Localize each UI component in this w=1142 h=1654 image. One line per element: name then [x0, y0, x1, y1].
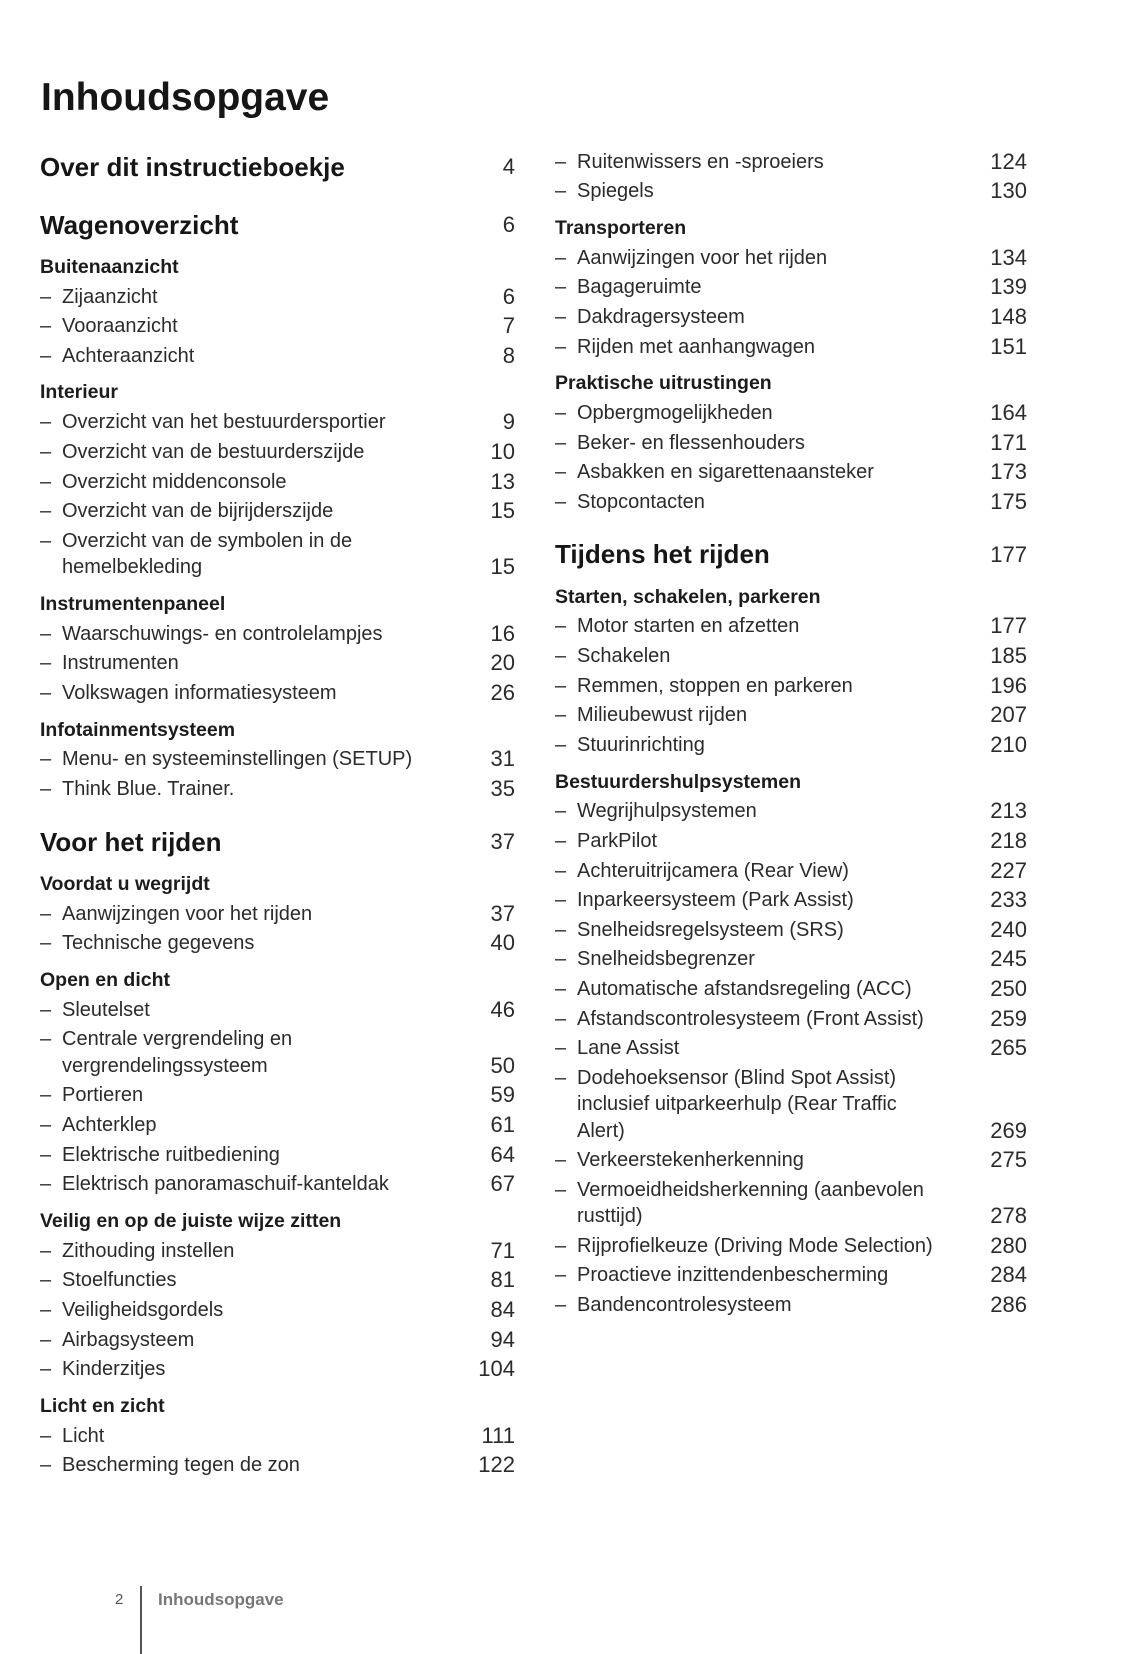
toc-page-number: 6: [502, 211, 515, 237]
toc-entry-title: Veilig en op de juiste wijze zitten: [40, 1209, 342, 1232]
toc-page-number: 9: [502, 409, 515, 435]
toc-entry[interactable]: [555, 701, 1027, 731]
toc-page-number: 67: [490, 1171, 515, 1197]
toc-page-number: 278: [990, 1203, 1027, 1229]
toc-entry-title: – ParkPilot: [555, 828, 657, 854]
toc-page-number: 37: [490, 900, 515, 926]
toc-entry[interactable]: [555, 1231, 1027, 1261]
toc-page-number: 16: [490, 620, 515, 646]
toc-entry-title: – Afstandscontrolesysteem (Front Assist): [555, 1006, 924, 1032]
toc-entry-title: – Overzicht van de bestuurderszijde: [40, 439, 364, 465]
toc-section-heading: [40, 378, 515, 408]
toc-entry-title: – Motor starten en afzetten: [555, 613, 799, 639]
toc-entry-title: – Ruitenwissers en -sproeiers: [555, 149, 824, 175]
toc-page-number: 31: [490, 746, 515, 772]
toc-page-number: 245: [990, 946, 1027, 972]
toc-entry-title: – Overzicht van de symbolen in de hemelbekleding: [40, 528, 352, 581]
toc-entry[interactable]: [555, 612, 1027, 642]
toc-entry-title: – Aanwijzingen voor het rijden: [555, 245, 827, 271]
toc-entry-title: – Asbakken en sigarettenaansteker: [555, 459, 874, 485]
toc-entry-title: Licht en zicht: [40, 1394, 165, 1417]
toc-page-number: 233: [990, 887, 1027, 913]
toc-page-number: 185: [990, 643, 1027, 669]
toc-entry-title: – Lane Assist: [555, 1035, 679, 1061]
toc-entry-title: – Airbagsysteem: [40, 1327, 194, 1353]
toc-page-number: 269: [990, 1117, 1027, 1143]
toc-entry[interactable]: [40, 1295, 515, 1325]
toc-section-heading: [40, 715, 515, 745]
toc-entry[interactable]: [40, 619, 515, 649]
toc-page-number: 130: [990, 178, 1027, 204]
toc-entry[interactable]: [40, 1325, 515, 1355]
toc-entry[interactable]: [40, 1355, 515, 1385]
toc-entry-title: Buitenaanzicht: [40, 255, 179, 278]
toc-entry-title: – Snelheidsregelsysteem (SRS): [555, 917, 844, 943]
toc-entry-title: – Vermoeidheidsherkenning (aanbevolen rusttijd): [555, 1177, 924, 1230]
toc-page-number: 275: [990, 1147, 1027, 1173]
toc-entry-title: – Achterklep: [40, 1112, 157, 1138]
toc-page-number: 15: [490, 498, 515, 524]
toc-entry-title: – Elektrisch panoramaschuif-kanteldak: [40, 1171, 389, 1197]
toc-page-number: 50: [490, 1052, 515, 1078]
toc-entry-title: – Overzicht middenconsole: [40, 469, 287, 495]
toc-entry-title: Transporteren: [555, 216, 687, 239]
toc-page-number: 218: [990, 828, 1027, 854]
toc-entry-title: – Zithouding instellen: [40, 1238, 234, 1264]
toc-entry-title: – Inparkeersysteem (Park Assist): [555, 887, 854, 913]
toc-entry[interactable]: [40, 1110, 515, 1140]
toc-column-left: [40, 147, 515, 1480]
toc-entry-title: – Dakdragersysteem: [555, 304, 745, 330]
toc-section-heading: [40, 252, 515, 282]
toc-entry[interactable]: [40, 467, 515, 497]
toc-entry-title: Praktische uitrustingen: [555, 372, 772, 395]
toc-entry[interactable]: [555, 332, 1027, 362]
toc-entry-title: – Opbergmogelijkheden: [555, 400, 773, 426]
toc-entry[interactable]: [40, 1421, 515, 1451]
toc-entry[interactable]: [40, 1236, 515, 1266]
toc-entry[interactable]: [40, 649, 515, 679]
toc-entry-title: Voordat u wegrijdt: [40, 872, 210, 895]
toc-entry-title: – Wegrijhulpsystemen: [555, 798, 757, 824]
toc-page-number: 139: [990, 274, 1027, 300]
toc-page-number: 6: [502, 283, 515, 309]
toc-entry-title: – Overzicht van de bijrijderszijde: [40, 498, 333, 524]
toc-entry[interactable]: [40, 282, 515, 312]
toc-page-number: 13: [490, 468, 515, 494]
toc-entry-title: – Elektrische ruitbediening: [40, 1142, 280, 1168]
toc-entry-title: – Schakelen: [555, 643, 670, 669]
toc-entry[interactable]: [555, 826, 1027, 856]
toc-entry-title: – Veiligheidsgordels: [40, 1297, 223, 1323]
toc-chapter[interactable]: [40, 147, 515, 187]
toc-entry-title: – Bescherming tegen de zon: [40, 1452, 300, 1478]
toc-page-number: 59: [490, 1082, 515, 1108]
toc-entry-title: Bestuurdershulpsystemen: [555, 770, 801, 793]
toc-entry[interactable]: [555, 487, 1027, 517]
toc-entry-title: – Volkswagen informatiesysteem: [40, 680, 337, 706]
toc-entry[interactable]: [555, 1063, 1027, 1145]
toc-entry[interactable]: [40, 995, 515, 1025]
toc-page-number: 284: [990, 1262, 1027, 1288]
toc-entry-title: Wagenoverzicht: [40, 209, 239, 240]
toc-entry-title: Starten, schakelen, parkeren: [555, 585, 821, 608]
toc-entry-title: Over dit instructieboekje: [40, 151, 345, 182]
toc-entry-title: – Achteruitrijcamera (Rear View): [555, 858, 849, 884]
toc-entry-title: – Waarschuwings- en controlelampjes: [40, 621, 383, 647]
toc-section-heading: [40, 590, 515, 620]
toc-page-number: 164: [990, 400, 1027, 426]
toc-entry-title: – Remmen, stoppen en parkeren: [555, 673, 853, 699]
toc-page-number: 173: [990, 459, 1027, 485]
toc-entry-title: – Sleutelset: [40, 997, 150, 1023]
toc-entry[interactable]: [40, 437, 515, 467]
toc-chapter[interactable]: [40, 205, 515, 245]
toc-entry-title: – Aanwijzingen voor het rijden: [40, 901, 312, 927]
toc-entry[interactable]: [555, 797, 1027, 827]
toc-page-number: 71: [490, 1237, 515, 1263]
toc-entry-title: – Rijprofielkeuze (Driving Mode Selection): [555, 1233, 933, 1259]
toc-page-number: 26: [490, 679, 515, 705]
toc-page-number: 286: [990, 1291, 1027, 1317]
toc-entry[interactable]: [40, 341, 515, 371]
toc-entry-title: – Stuurinrichting: [555, 732, 705, 758]
toc-entry[interactable]: [555, 886, 1027, 916]
toc-page-number: 94: [490, 1326, 515, 1352]
toc-entry[interactable]: [555, 641, 1027, 671]
toc-section-heading: [40, 1392, 515, 1422]
toc-entry[interactable]: [555, 1261, 1027, 1291]
toc-entry[interactable]: [40, 678, 515, 708]
toc-section-heading: [555, 214, 1027, 244]
toc-entry-title: – Snelheidsbegrenzer: [555, 946, 755, 972]
toc-page-number: 15: [490, 554, 515, 580]
toc-page-number: 259: [990, 1005, 1027, 1031]
toc-section-heading: [40, 966, 515, 996]
toc-entry[interactable]: [40, 1170, 515, 1200]
toc-page-number: 111: [481, 1422, 515, 1448]
toc-entry[interactable]: [40, 899, 515, 929]
toc-entry-title: – Bagageruimte: [555, 274, 702, 300]
toc-entry-title: – Milieubewust rijden: [555, 702, 747, 728]
toc-page-number: 35: [490, 776, 515, 802]
toc-entry[interactable]: [40, 1266, 515, 1296]
toc-page-number: 177: [990, 541, 1027, 567]
toc-entry[interactable]: [40, 526, 515, 582]
toc-page-number: 81: [490, 1267, 515, 1293]
toc-entry-title: – Zijaanzicht: [40, 284, 158, 310]
toc-entry-title: – Rijden met aanhangwagen: [555, 334, 815, 360]
toc-section-heading: [555, 767, 1027, 797]
toc-page-number: 240: [990, 916, 1027, 942]
toc-entry-title: – Technische gegevens: [40, 930, 254, 956]
toc-entry[interactable]: [40, 497, 515, 527]
toc-entry[interactable]: [40, 929, 515, 959]
toc-page-number: 213: [990, 798, 1027, 824]
toc-page-number: 8: [502, 342, 515, 368]
toc-page-number: 280: [990, 1232, 1027, 1258]
toc-entry-title: – Automatische afstandsregeling (ACC): [555, 976, 912, 1002]
toc-page-number: 177: [990, 613, 1027, 639]
toc-entry-title: Tijdens het rijden: [555, 539, 770, 570]
toc-page-number: 196: [990, 672, 1027, 698]
toc-entry-title: Voor het rijden: [40, 826, 222, 857]
toc-page-number: 227: [990, 857, 1027, 883]
toc-entry[interactable]: [555, 856, 1027, 886]
toc-entry-title: – Stoelfuncties: [40, 1267, 177, 1293]
toc-section-heading: [555, 582, 1027, 612]
toc-entry[interactable]: [555, 915, 1027, 945]
toc-page-number: 10: [490, 438, 515, 464]
toc-entry-title: – Kinderzitjes: [40, 1356, 165, 1382]
toc-entry[interactable]: [555, 458, 1027, 488]
toc-entry[interactable]: [555, 243, 1027, 273]
toc-entry-title: – Achteraanzicht: [40, 343, 194, 369]
toc-entry[interactable]: [555, 671, 1027, 701]
toc-page-number: 7: [502, 313, 515, 339]
toc-entry-title: – Dodehoeksensor (Blind Spot Assist) inclusief uitparkeerhulp (Rear Traffic Alert): [555, 1065, 897, 1144]
toc-page-number: 37: [490, 828, 515, 854]
toc-entry[interactable]: [555, 1146, 1027, 1176]
toc-entry[interactable]: [555, 974, 1027, 1004]
toc-entry[interactable]: [40, 408, 515, 438]
toc-page-number: 104: [478, 1356, 515, 1382]
toc-entry[interactable]: [40, 1451, 515, 1481]
toc-entry[interactable]: [40, 1140, 515, 1170]
toc-entry-title: – Menu- en systeeminstellingen (SETUP): [40, 746, 412, 772]
toc-entry[interactable]: [555, 730, 1027, 760]
toc-entry[interactable]: [555, 1290, 1027, 1320]
toc-entry[interactable]: [40, 1081, 515, 1111]
toc-entry[interactable]: [555, 147, 1027, 177]
toc-entry-title: – Bandencontrolesysteem: [555, 1292, 792, 1318]
toc-entry-title: – Spiegels: [555, 178, 654, 204]
toc-column-right: [555, 147, 1027, 1320]
toc-entry[interactable]: [40, 745, 515, 775]
toc-page-number: 84: [490, 1296, 515, 1322]
toc-entry-title: – Vooraanzicht: [40, 313, 178, 339]
footer-section-label: Inhoudsopgave: [158, 1590, 284, 1609]
footer-divider: [140, 1586, 142, 1654]
toc-entry-title: – Portieren: [40, 1082, 143, 1108]
toc-entry-title: – Licht: [40, 1423, 104, 1449]
toc-entry[interactable]: [555, 945, 1027, 975]
toc-page-number: 148: [990, 303, 1027, 329]
toc-page-number: 64: [490, 1141, 515, 1167]
toc-entry-title: – Centrale vergrendeling en vergrendelingssysteem: [40, 1026, 292, 1079]
toc-entry[interactable]: [555, 399, 1027, 429]
toc-entry-title: Open en dicht: [40, 968, 171, 991]
toc-entry[interactable]: [40, 312, 515, 342]
toc-page-number: 265: [990, 1035, 1027, 1061]
page-number: 2: [115, 1591, 124, 1608]
toc-page-number: 171: [990, 429, 1027, 455]
toc-entry-title: – Beker- en flessenhouders: [555, 430, 805, 456]
page-title: Inhoudsopgave: [41, 76, 330, 119]
toc-entry[interactable]: [555, 1175, 1027, 1231]
toc-entry-title: – Instrumenten: [40, 650, 179, 676]
toc-page-number: 250: [990, 976, 1027, 1001]
toc-entry-title: – Verkeerstekenherkenning: [555, 1147, 804, 1173]
toc-entry[interactable]: [555, 273, 1027, 303]
toc-entry[interactable]: [555, 177, 1027, 207]
toc-entry-title: – Overzicht van het bestuurdersportier: [40, 409, 386, 435]
toc-entry-title: – Proactieve inzittendenbescherming: [555, 1262, 888, 1288]
toc-section-heading: [40, 1207, 515, 1237]
toc-entry-title: – Stopcontacten: [555, 489, 705, 515]
toc-chapter[interactable]: [555, 535, 1027, 575]
toc-page-number: 20: [490, 650, 515, 676]
toc-page-number: 210: [990, 731, 1027, 757]
toc-entry[interactable]: [555, 428, 1027, 458]
toc-entry[interactable]: [40, 1025, 515, 1081]
toc-page-number: 4: [502, 153, 515, 179]
toc-page-number: 175: [990, 488, 1027, 514]
toc-entry-title: Infotainmentsysteem: [40, 718, 236, 741]
toc-section-heading: [555, 369, 1027, 399]
toc-entry-title: Interieur: [40, 381, 119, 404]
toc-page-number: 207: [990, 702, 1027, 728]
toc-chapter[interactable]: [40, 822, 515, 862]
toc-entry[interactable]: [555, 1004, 1027, 1034]
toc-page-number: 122: [478, 1452, 515, 1478]
toc-entry-title: Instrumentenpaneel: [40, 592, 226, 615]
toc-section-heading: [40, 869, 515, 899]
toc-page-number: 124: [990, 148, 1027, 174]
toc-page-number: 61: [490, 1112, 515, 1137]
toc-page-number: 46: [490, 996, 515, 1022]
toc-page-number: 134: [990, 244, 1027, 270]
toc-entry-title: – Think Blue. Trainer.: [40, 776, 234, 802]
toc-page-number: 151: [990, 333, 1027, 359]
toc-entry[interactable]: [555, 302, 1027, 332]
toc-entry[interactable]: [40, 774, 515, 804]
toc-page-number: 40: [490, 930, 515, 956]
toc-entry[interactable]: [555, 1034, 1027, 1064]
